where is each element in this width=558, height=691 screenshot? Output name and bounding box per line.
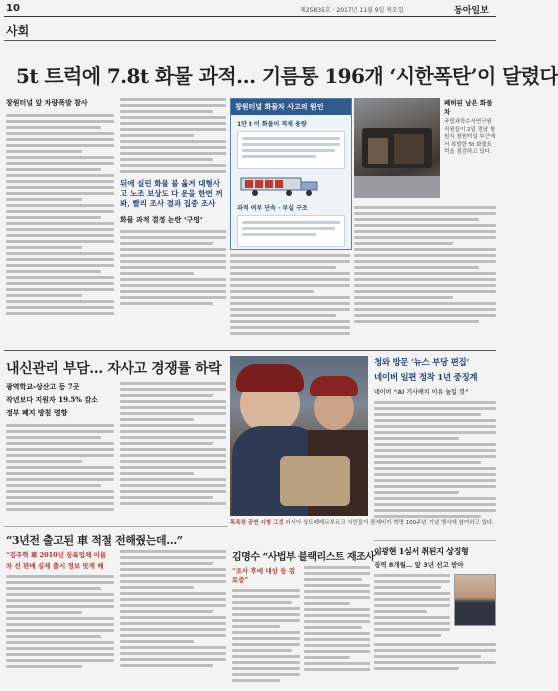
edition-info: 제25835호 · 2017년 11월 9일 목요일 xyxy=(300,7,404,14)
main-col-1 xyxy=(6,98,114,346)
story5-subhead-2: 네이버 일편 정착 1년 중징계 xyxy=(374,373,478,383)
main-subhead-2: 화물 과적 결정 논란 ‘구멍’ xyxy=(120,216,203,224)
section-rule xyxy=(4,40,496,41)
infographic-subtitle-1: 1만 t 이 화물이 적재 용량 xyxy=(237,121,307,128)
infographic-title: 창원터널 화물차 사고의 원인 xyxy=(231,99,351,115)
story4-col-1 xyxy=(232,566,300,688)
main-story-bottom-rule xyxy=(4,350,496,351)
photo-caption-block xyxy=(444,98,496,218)
story2-subhead-2: 작년보다 지원자 19.5% 감소 xyxy=(6,395,98,404)
infographic-box xyxy=(230,98,352,250)
story3-col-2 xyxy=(120,550,226,688)
story6-block xyxy=(374,546,496,688)
story4-col-2 xyxy=(304,566,370,688)
story2-col-2 xyxy=(120,382,226,522)
infographic-subtitle-2: 과적 여부 단속 · 부실 구조 xyxy=(237,205,308,212)
main-col-2 xyxy=(120,98,226,346)
story3-subhead-1: “김주혁 車 2010년 등록업체 이름 xyxy=(6,551,107,559)
photo-caption: 국립과학수사연구원 직원들이 2일 경남 창원시 창원터널 부근에서 폭발한 5t 화물트럭을 점검하고 있다. xyxy=(444,119,496,155)
parade-caption-title: 목욕장 공연 시청 그것 xyxy=(230,520,284,526)
right-split-rule xyxy=(374,540,496,541)
story2-bottom-rule xyxy=(4,526,228,527)
story2-subhead-3: 정부 폐지 방침 영향 xyxy=(6,408,68,417)
story2-subhead-1: 광역학교-상산고 등 7곳 xyxy=(6,382,80,391)
paper-name: 동아일보 xyxy=(454,6,489,16)
story6-subhead: 징역 8개월… 앞 3년 선고 받아 xyxy=(374,561,464,569)
story2-headline: 내신관리 부담… 자사고 경쟁률 하락 xyxy=(6,361,222,377)
main-subhead: 창원터널 앞 차량폭발 참사 xyxy=(6,99,88,107)
pull-quote: 뒤에 실린 화물 불 옮겨 대형사고 노조 보상도 다 운을 한번 꺼봐, 빨리 조사 결과 집중 조사 xyxy=(120,179,223,208)
burned-truck-photo xyxy=(354,98,440,198)
main-col-4 xyxy=(354,206,496,346)
story5-subhead-3: 네이버 “AI 기사배치 이유 높일 것” xyxy=(374,389,469,396)
parade-caption: 러시아 상트페테르부르크 시민들이 볼셰비키 혁명 100주년 기념 행사에 참여하고 있다. xyxy=(285,520,494,526)
header-rule xyxy=(4,16,496,17)
story4-headline: 김명수 “사법부 블랙리스트 재조사” xyxy=(232,552,380,563)
story2-col-1 xyxy=(6,382,114,522)
parade-photo xyxy=(230,356,368,516)
story3-headline: “3년전 출고된 車 적절 전해줬는데…” xyxy=(6,534,183,547)
story3-subhead-2: 차 선 판매 실제 출시 정보 맞게 해 xyxy=(6,562,104,570)
photo-caption-title: 폐허된 남은 화물차 xyxy=(444,99,493,116)
page-number: 10 xyxy=(6,3,20,14)
main-col-3 xyxy=(230,254,350,346)
section-label: 사회 xyxy=(6,24,30,38)
story6-headline: 이광현 1심서 취된지 상징형 xyxy=(374,546,469,556)
story4-subhead: “조사 후에 대상 등 검토중” xyxy=(232,567,296,584)
person-portrait xyxy=(454,574,496,626)
story3-col-1 xyxy=(6,550,114,688)
main-headline: 5t 트럭에 7.8t 화물 과적… 기름통 196개 ‘시한폭탄’이 달렸다 xyxy=(16,64,558,88)
story5-block xyxy=(374,356,496,536)
story5-headline: 청와 방문 ‘뉴스 부당 편집’ xyxy=(374,358,470,368)
truck-icon xyxy=(237,174,345,198)
